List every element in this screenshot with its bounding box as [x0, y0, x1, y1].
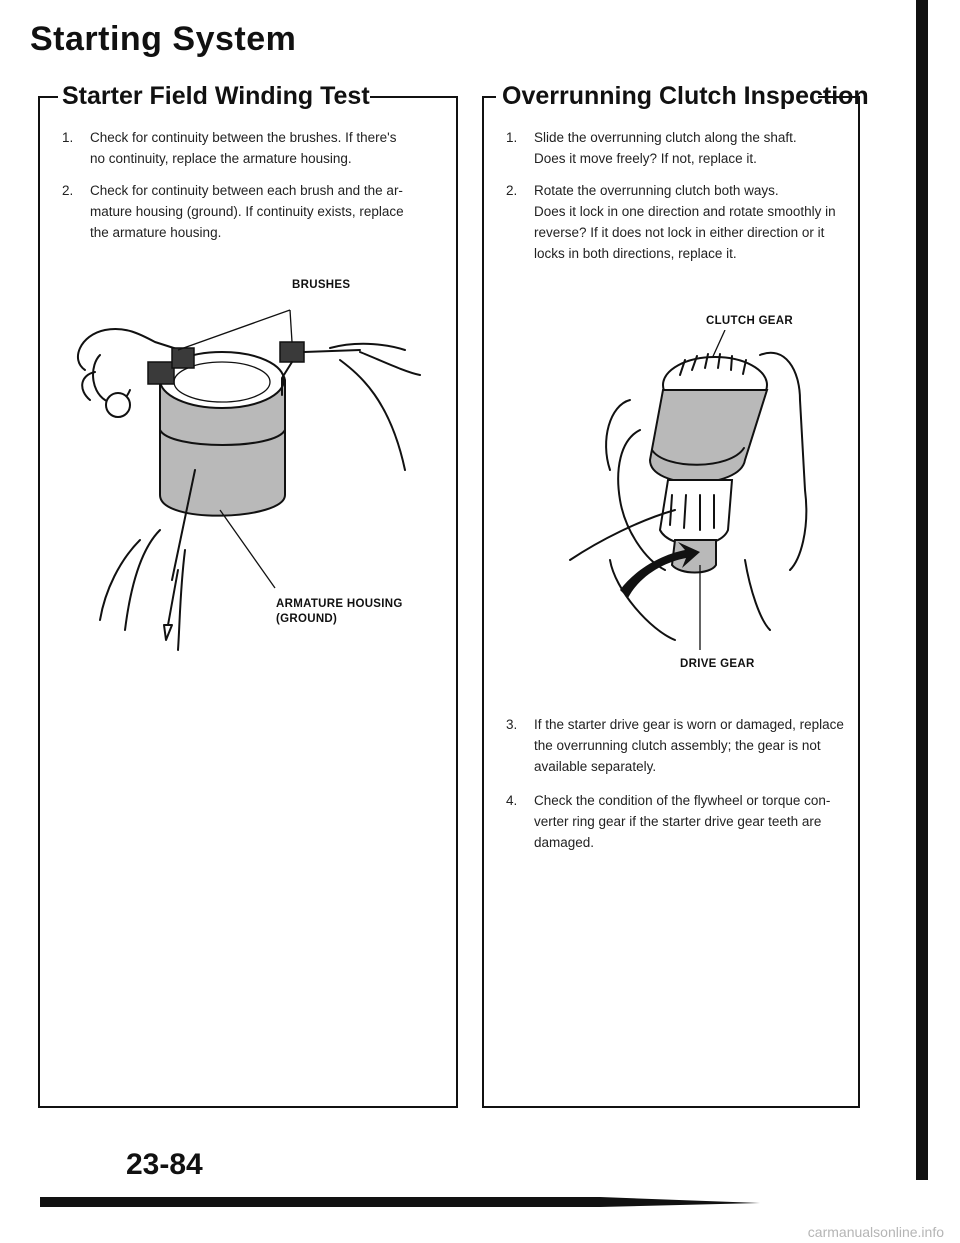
right-section — [470, 0, 890, 1130]
left-step-2 — [62, 180, 452, 243]
right-step-2 — [506, 180, 856, 264]
step-line: the overrunning clutch assembly; the gear is not — [534, 738, 821, 753]
step-line: mature housing (ground). If continuity exists, replace — [90, 204, 404, 219]
left-section — [0, 0, 470, 1130]
callout-line: ARMATURE HOUSING — [276, 598, 403, 610]
page-number: 23-84 — [126, 1148, 203, 1181]
step-line: verter ring gear if the starter drive gear teeth are — [534, 814, 822, 829]
section-title-field-winding: Starter Field Winding Test — [62, 82, 370, 110]
left-box-top-left-rule — [38, 96, 58, 98]
right-edge-bar — [916, 0, 928, 1180]
page-title: Starting System — [30, 20, 297, 58]
callout-drive-gear: DRIVE GEAR — [680, 658, 755, 670]
step-number: 2. — [506, 183, 518, 198]
step-line: Check for continuity between the brushes. If there's — [90, 130, 397, 145]
callout-armature-housing — [276, 597, 403, 627]
step-line: locks in both directions, replace it. — [534, 246, 737, 261]
step-number: 1. — [62, 130, 74, 145]
overrunning-clutch-illustration — [500, 330, 850, 660]
step-number: 1. — [506, 130, 518, 145]
right-box-top-left-rule — [482, 96, 496, 98]
step-number: 4. — [506, 793, 518, 808]
step-line: Rotate the overrunning clutch both ways. — [534, 183, 779, 198]
left-box-left-border — [38, 96, 40, 1108]
step-line: Does it lock in one direction and rotate smoothly in — [534, 204, 836, 219]
step-line: If the starter drive gear is worn or damaged, replace — [534, 717, 844, 732]
callout-brushes: BRUSHES — [292, 279, 351, 291]
step-line: Does it move freely? If not, replace it. — [534, 151, 757, 166]
left-box-bottom-border — [38, 1106, 458, 1108]
bottom-rule — [40, 1195, 760, 1209]
step-line: Check for continuity between each brush and the ar- — [90, 183, 403, 198]
step-line: available separately. — [534, 759, 657, 774]
step-line: no continuity, replace the armature housing. — [90, 151, 352, 166]
right-step-3 — [506, 714, 856, 777]
step-line: the armature housing. — [90, 225, 222, 240]
callout-clutch-gear: CLUTCH GEAR — [706, 315, 793, 327]
right-box-left-border — [482, 96, 484, 1108]
right-step-1 — [506, 127, 856, 169]
step-line: Check the condition of the flywheel or torque con- — [534, 793, 831, 808]
left-step-1 — [62, 127, 452, 169]
section-title-clutch-inspection: Overrunning Clutch Inspection — [502, 82, 869, 110]
right-step-4 — [506, 790, 856, 853]
footer-url[interactable]: carmanualsonline.info — [807, 1224, 944, 1240]
step-number: 3. — [506, 717, 518, 732]
right-box-right-border — [858, 96, 860, 1108]
right-box-bottom-border — [482, 1106, 860, 1108]
step-line: reverse? If it does not lock in either direction or it — [534, 225, 825, 240]
callout-line: (GROUND) — [276, 613, 338, 625]
left-box-top-right-rule — [370, 96, 458, 98]
step-line: Slide the overrunning clutch along the shaft. — [534, 130, 797, 145]
step-line: damaged. — [534, 835, 595, 850]
step-number: 2. — [62, 183, 74, 198]
